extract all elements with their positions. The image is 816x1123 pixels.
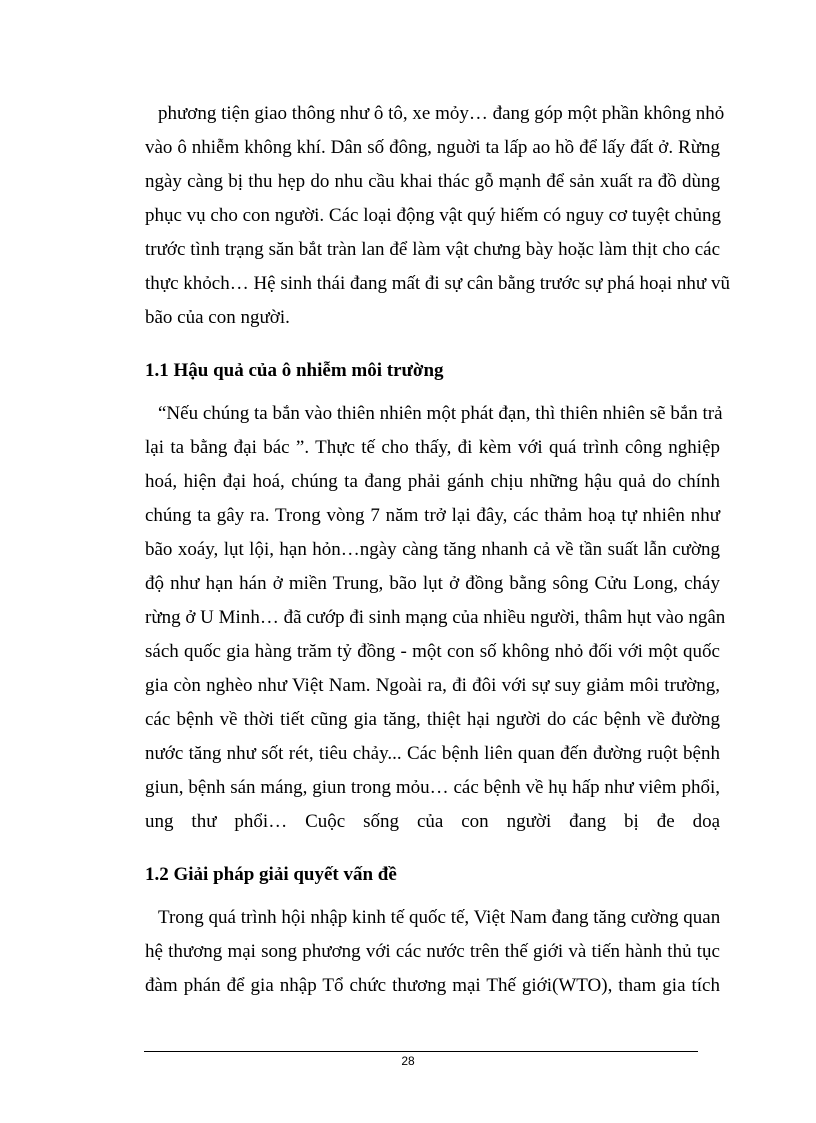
section-heading-1-2: 1.2 Giải pháp giải quyết vấn đề	[145, 864, 397, 885]
paragraph-line: độ như hạn hán ở miền Trung, bão lụt ở đồng bằng sông Cửu Long, cháy	[145, 573, 720, 594]
paragraph-line: bão của con người.	[145, 307, 290, 328]
paragraph-line: vào ô nhiễm không khí. Dân số đông, nguời ta lấp ao hồ để lấy đất ở. Rừng	[145, 137, 720, 158]
paragraph-line: lại ta bằng đại bác ”. Thực tế cho thấy, đi kèm với quá trình công nghiệp	[145, 437, 720, 458]
paragraph-line: bão xoáy, lụt lội, hạn hỏn…ngày càng tăng nhanh cả về tần suất lẫn cường	[145, 539, 720, 560]
paragraph-line: hoá, hiện đại hoá, chúng ta đang phải gánh chịu những hậu quả do chính	[145, 471, 720, 492]
paragraph-line: đàm phán để gia nhập Tổ chức thương mại Thế giới(WTO), tham gia tích	[145, 975, 720, 996]
paragraph-line: các bệnh về thời tiết cũng gia tăng, thiệt hại người do các bệnh về đường	[145, 709, 720, 730]
section-heading-1-1: 1.1 Hậu quả của ô nhiễm môi trường	[145, 360, 444, 381]
paragraph-line: trước tình trạng săn bắt tràn lan để làm vật chưng bày hoặc làm thịt cho các	[145, 239, 720, 260]
paragraph-line: ngày càng bị thu hẹp do nhu cầu khai thác gỗ mạnh để sản xuất ra đồ dùng	[145, 171, 720, 192]
paragraph-line: hệ thương mại song phương với các nước trên thế giới và tiến hành thủ tục	[145, 941, 720, 962]
paragraph-line: phương tiện giao thông như ô tô, xe mỏy… đang góp một phần không nhỏ	[158, 103, 725, 124]
paragraph-line: chúng ta gây ra. Trong vòng 7 năm trở lại đây, các thảm hoạ tự nhiên như	[145, 505, 720, 526]
paragraph-line: Trong quá trình hội nhập kinh tế quốc tế, Việt Nam đang tăng cường quan	[158, 907, 721, 928]
paragraph-line: giun, bệnh sán máng, giun trong mỏu… các bệnh về hụ hấp như viêm phổi,	[145, 777, 720, 798]
paragraph-line: “Nếu chúng ta bắn vào thiên nhiên một phát đạn, thì thiên nhiên sẽ bắn trả	[158, 403, 723, 424]
paragraph-line: rừng ở U Minh… đã cướp đi sinh mạng của nhiều người, thâm hụt vào ngân	[145, 607, 726, 628]
paragraph-line: thực khỏch… Hệ sinh thái đang mất đi sự cân bằng trước sự phá hoại như vũ	[145, 273, 730, 294]
page-number: 28	[401, 1054, 415, 1068]
paragraph-line: phục vụ cho con người. Các loại động vật quý hiếm có nguy cơ tuyệt chủng	[145, 205, 721, 226]
paragraph-line: gia còn nghèo như Việt Nam. Ngoài ra, đi đôi với sự suy giảm môi trường,	[145, 675, 720, 696]
paragraph-line: ung thư phổi… Cuộc sống của con người đang bị đe doạ	[145, 811, 720, 832]
footer-divider	[144, 1051, 698, 1052]
paragraph-line: sách quốc gia hàng trăm tỷ đồng - một con số không nhỏ đối với một quốc	[145, 641, 720, 662]
paragraph-line: nước tăng như sốt rét, tiêu chảy... Các bệnh liên quan đến đường ruột bệnh	[145, 743, 720, 764]
